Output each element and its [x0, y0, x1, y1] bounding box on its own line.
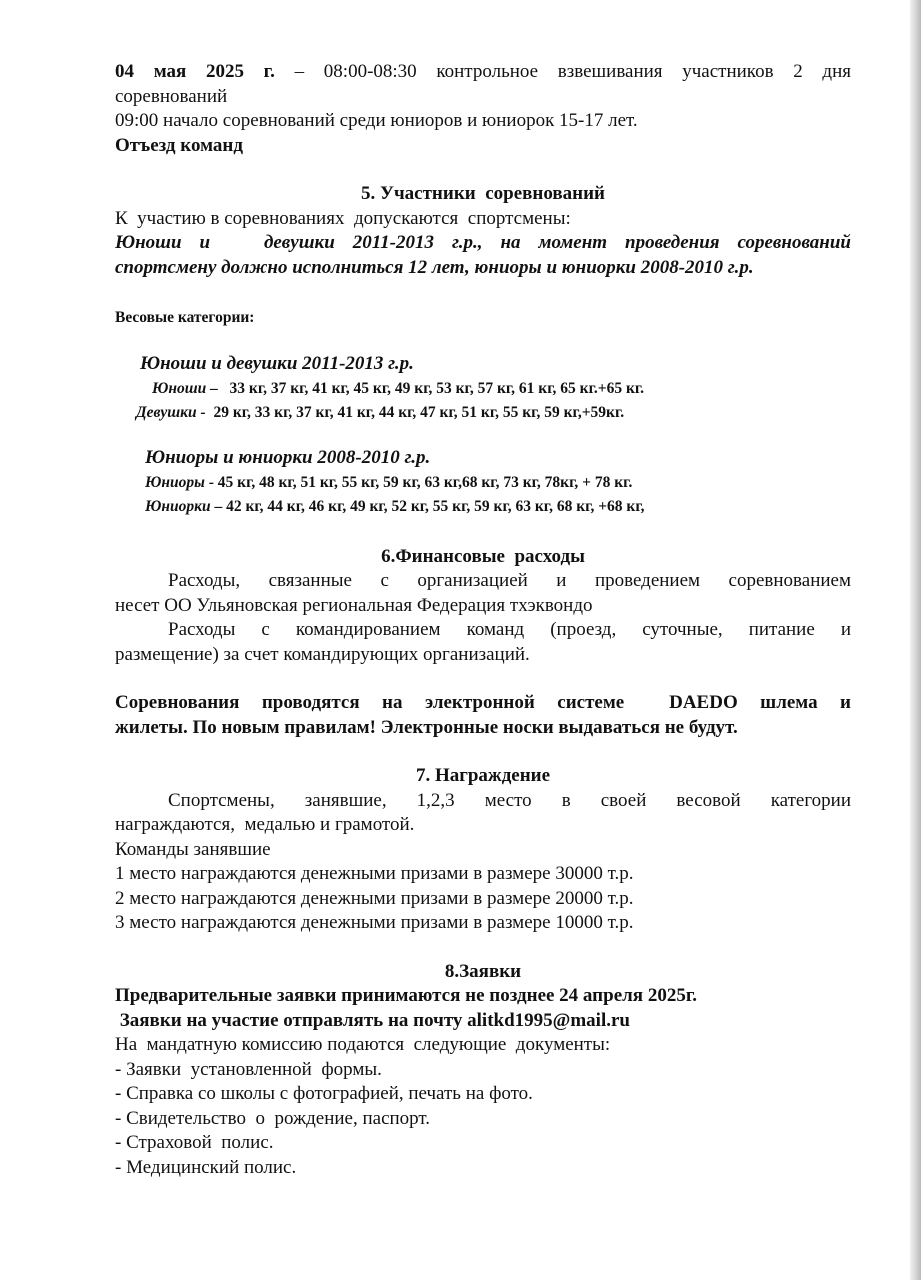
weights-boys-values: 33 кг, 37 кг, 41 кг, 45 кг, 49 кг, 53 кг, 57 кг, 61 кг, 65 кг.+65 кг. — [221, 379, 645, 397]
awards-place3: 3 место награждаются денежными призами в размере 10000 т.р. — [115, 912, 634, 933]
participants-line1: Юноши и девушки 2011-2013 г.р., на момент проведения соревнований — [115, 232, 851, 253]
awards-line1: Спортсмены, занявшие, 1,2,3 место в своей весовой категории — [168, 789, 851, 811]
document-page — [115, 60, 851, 1180]
weights-group1-title: Юноши и девушки 2011-2013 г.р. — [140, 352, 414, 374]
finance-para2-line1: Расходы с командированием команд (проезд, суточные, питание и — [168, 619, 851, 640]
weights-boys-row — [115, 377, 851, 401]
awards-teams: Команды занявшие — [115, 838, 271, 860]
weights-juniors-f-row — [115, 495, 851, 519]
weights-boys-label: Юноши – — [152, 379, 222, 397]
schedule-departure: Отъезд команд — [115, 134, 243, 156]
schedule-date: 04 мая 2025 г. — [115, 61, 275, 82]
weights-group2-title: Юниоры и юниорки 2008-2010 г.р. — [145, 446, 431, 468]
weights-girls-row — [115, 401, 851, 425]
section-participants-heading: 5. Участники соревнований — [361, 183, 605, 204]
awards-place2: 2 место награждаются денежными призами в размере 20000 т.р. — [115, 887, 634, 909]
applications-email-line: Заявки на участие отправлять на почту alitkd1995@mail.ru — [115, 1009, 630, 1031]
schedule-weighin-line — [115, 60, 851, 85]
applications-doc-item: - Справка со школы с фотографией, печать на фото. — [115, 1083, 533, 1104]
system-note-line1: Соревнования проводятся на электронной системе DAEDO шлема и — [115, 692, 851, 713]
section-awards-heading: 7. Награждение — [415, 765, 551, 786]
weights-juniors-m-row — [115, 471, 851, 495]
schedule-weighin-line2: соревнований — [115, 85, 228, 107]
awards-line2: награждаются, медалью и грамотой. — [115, 814, 415, 835]
page-edge-shadow — [910, 0, 921, 1280]
awards-place1: 1 место награждаются денежными призами в размере 30000 т.р. — [115, 863, 634, 884]
schedule-start-line: 09:00 начало соревнований среди юниоров и юниорок 15-17 лет. — [115, 110, 638, 131]
applications-docs-intro: На мандатную комиссию подаются следующие документы: — [115, 1034, 611, 1055]
weights-girls-values: 29 кг, 33 кг, 37 кг, 41 кг, 44 кг, 47 кг, 51 кг, 55 кг, 59 кг,+59кг. — [209, 403, 625, 421]
weights-juniors-m-values: - 45 кг, 48 кг, 51 кг, 55 кг, 59 кг, 63 кг,68 кг, 73 кг, 78кг, + 78 кг. — [204, 473, 633, 491]
weights-juniors-f-label: Юниорки — [145, 497, 211, 515]
applications-doc-item: - Страховой полис. — [115, 1132, 274, 1153]
participants-line2: спортсмену должно исполниться 12 лет, юниоры и юниорки 2008-2010 г.р. — [115, 256, 754, 278]
system-note-line2: жилеты. По новым правилам! Электронные носки выдаваться не будут. — [115, 716, 738, 738]
applications-doc-item: - Свидетельство о рождение, паспорт. — [115, 1107, 431, 1129]
schedule-weighin-text: – 08:00-08:30 контрольное взвешивания участников 2 дня — [274, 61, 851, 82]
finance-para2-line2: размещение) за счет командирующих организаций. — [115, 643, 530, 665]
finance-para1-line2: несет ОО Ульяновская региональная Федерация тхэквондо — [115, 594, 593, 616]
weights-girls-label: Девушки - — [136, 403, 210, 421]
weights-juniors-f-values: – 42 кг, 44 кг, 46 кг, 49 кг, 52 кг, 55 кг, 59 кг, 63 кг, 68 кг, +68 кг, — [210, 497, 645, 515]
section-finance-heading: 6.Финансовые расходы — [381, 545, 585, 567]
weights-heading: Весовые категории: — [115, 309, 255, 326]
section-applications-heading: 8.Заявки — [444, 960, 522, 982]
applications-deadline: Предварительные заявки принимаются не позднее 24 апреля 2025г. — [115, 985, 698, 1006]
finance-para1-line1: Расходы, связанные с организацией и проведением соревнованием — [168, 570, 851, 591]
applications-doc-item: - Медицинский полис. — [115, 1156, 297, 1178]
weights-juniors-m-label: Юниоры — [145, 473, 205, 491]
participants-intro: К участию в соревнованиях допускаются спортсмены: — [115, 207, 571, 229]
applications-doc-item: - Заявки установленной формы. — [115, 1058, 382, 1080]
